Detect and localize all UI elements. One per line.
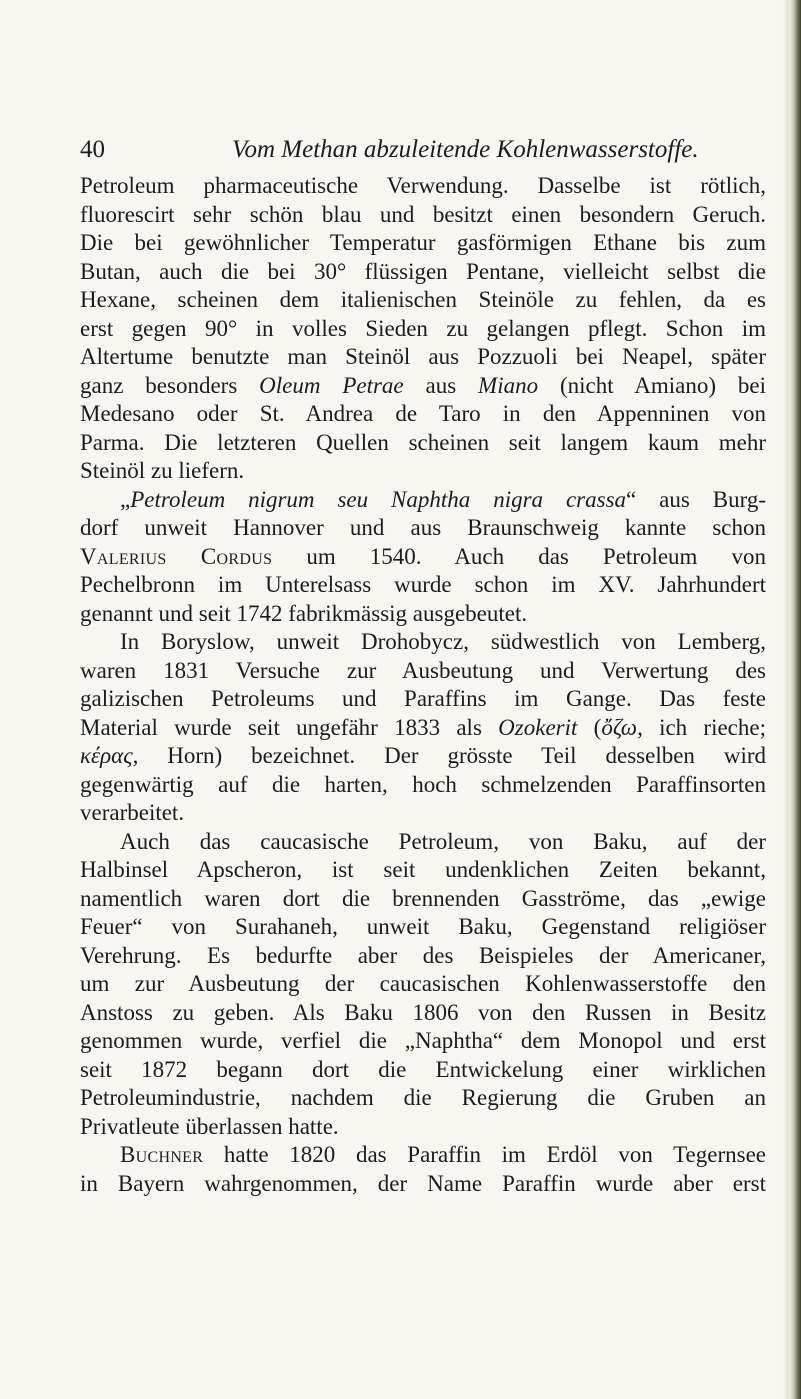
text-line: Halbinsel Apscheron, ist seit undenklichen Zeiten bekannt, bbox=[80, 857, 766, 882]
italic-term: Miano bbox=[478, 372, 539, 398]
body-text bbox=[80, 172, 766, 1198]
text-line: Medesano oder St. Andrea de Taro in den Appenninen von bbox=[80, 401, 766, 426]
text-line: dorf unweit Hannover und aus Braunschweig kannte schon bbox=[80, 515, 766, 540]
text-line: Petroleumindustrie, nachdem die Regierung die Gruben an bbox=[80, 1085, 766, 1110]
text-line: fluorescirt sehr schön blau und besitzt einen besondern Geruch. bbox=[80, 201, 766, 227]
text-line: genannt und seit 1742 fabrikmässig ausgebeutet. bbox=[80, 600, 528, 626]
text-line: um zur Ausbeutung der caucasischen Kohlenwasserstoffe den bbox=[80, 971, 766, 996]
text-line: In Boryslow, unweit Drohobycz, südwestlich von Lemberg, bbox=[120, 629, 766, 654]
italic-term: Ozokerit bbox=[498, 714, 578, 740]
italic-term: Petroleum nigrum seu Naphtha nigra crassa bbox=[130, 486, 627, 512]
text-line: Petroleum pharmaceutische Verwendung. Dasselbe ist rötlich, bbox=[80, 173, 766, 198]
text-line: Auch das caucasische Petroleum, von Baku, auf der bbox=[120, 828, 766, 854]
greek-term: ὄζω bbox=[601, 714, 638, 740]
text-line: Pechelbronn im Unterelsass wurde schon im XV. Jahrhundert bbox=[80, 572, 766, 597]
text-line: Material wurde seit ungefähr 1833 als Ozokerit (ὄζω, ich rieche; bbox=[80, 714, 766, 740]
text-line: Hexane, scheinen dem italienischen Steinöle zu fehlen, da es bbox=[80, 287, 766, 312]
text-line: Feuer“ von Surahaneh, unweit Baku, Gegenstand religiöser bbox=[80, 914, 766, 939]
text-line: namentlich waren dort die brennenden Gasströme, das „ewige bbox=[80, 885, 766, 911]
text-line: galizischen Petroleums und Paraffins im Gange. Das feste bbox=[80, 686, 766, 711]
text-line: erst gegen 90° in volles Sieden zu gelangen pflegt. Schon im bbox=[80, 315, 766, 341]
text-line: seit 1872 begann dort die Entwickelung einer wirklichen bbox=[80, 1056, 766, 1082]
italic-term: Oleum Petrae bbox=[259, 372, 404, 398]
book-spine-edge bbox=[789, 0, 801, 1399]
text-line: Butan, auch die bei 30° flüssigen Pentane, vielleicht selbst die bbox=[80, 258, 766, 284]
text-line: in Bayern wahrgenommen, der Name Paraffin wurde aber erst bbox=[80, 1170, 766, 1196]
text-line: Altertume benutzte man Steinöl aus Pozzuoli bei Neapel, später bbox=[80, 344, 766, 369]
text-line: Parma. Die letzteren Quellen scheinen seit langem kaum mehr bbox=[80, 429, 766, 455]
text-line: Steinöl zu liefern. bbox=[80, 458, 245, 483]
page-number: 40 bbox=[80, 136, 105, 163]
text-line: „Petroleum nigrum seu Naphtha nigra crassa“ aus Burg- bbox=[120, 486, 766, 512]
text-line: Anstoss zu geben. Als Baku 1806 von den Russen in Besitz bbox=[80, 999, 766, 1025]
text-line: κέρας, Horn) bezeichnet. Der grösste Teil desselben wird bbox=[80, 743, 766, 768]
text-line: Die bei gewöhnlicher Temperatur gasförmigen Ethane bis zum bbox=[80, 230, 766, 255]
text-line: Privatleute überlassen hatte. bbox=[80, 1113, 339, 1139]
text-line: Valerius Cordus um 1540. Auch das Petroleum von bbox=[80, 543, 766, 569]
text-line: Buchner hatte 1820 das Paraffin im Erdöl von Tegernsee bbox=[120, 1142, 766, 1167]
page-header bbox=[80, 133, 760, 167]
text-line: verarbeitet. bbox=[80, 800, 185, 825]
text-line: ganz besonders Oleum Petrae aus Miano (nicht Amiano) bei bbox=[80, 372, 766, 398]
text-line: waren 1831 Versuche zur Ausbeutung und Verwertung des bbox=[80, 657, 766, 683]
text-line: Verehrung. Es bedurfte aber des Beispieles der Americaner, bbox=[80, 942, 766, 968]
running-title: Vom Methan abzuleitende Kohlenwasserstoffe. bbox=[232, 136, 699, 163]
text-line: gegenwärtig auf die harten, hoch schmelzenden Paraffinsorten bbox=[80, 771, 766, 797]
author-name: Buchner bbox=[120, 1142, 204, 1167]
greek-term: κέρας bbox=[80, 743, 133, 768]
text-line: genommen wurde, verfiel die „Naphtha“ dem Monopol und erst bbox=[80, 1028, 766, 1053]
author-name: Valerius Cordus bbox=[80, 543, 273, 569]
